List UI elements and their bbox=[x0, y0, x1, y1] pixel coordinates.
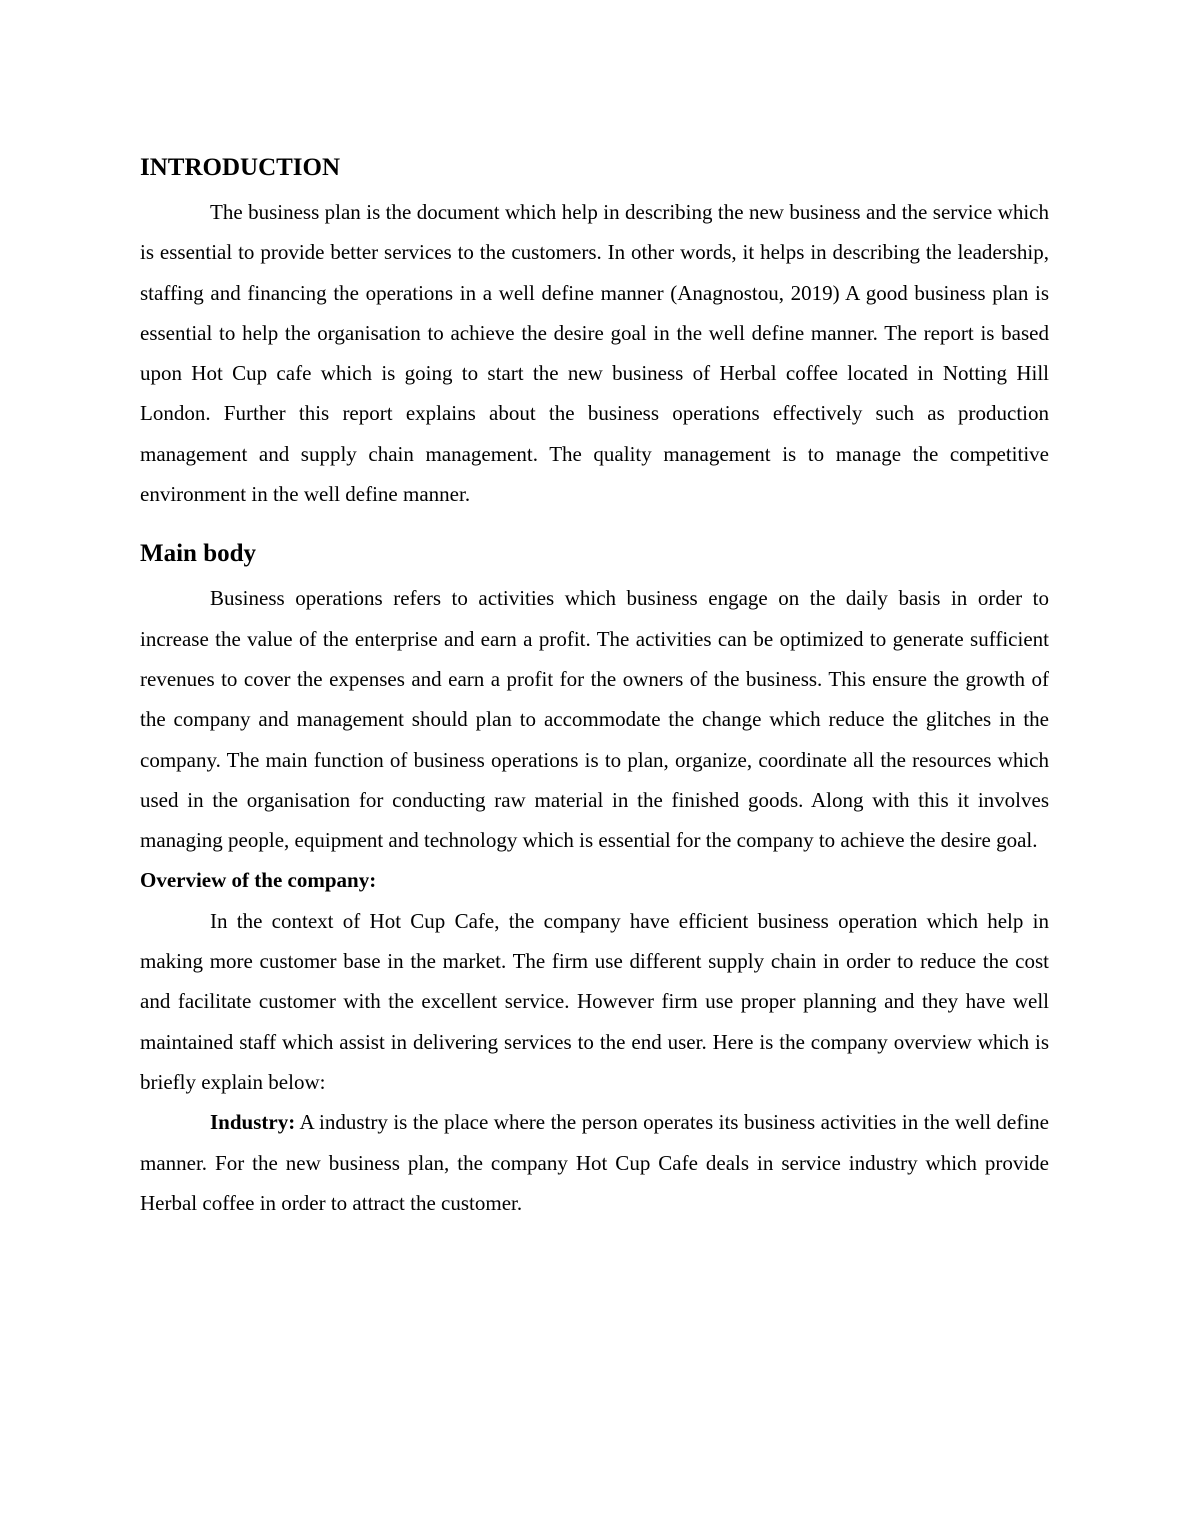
overview-heading: Overview of the company: bbox=[140, 868, 377, 893]
industry-paragraph bbox=[140, 1102, 1049, 1223]
introduction-paragraph: The business plan is the document which help in describing the new business and the service which is essential to provide better services to the customers. In other words, it helps in describing the leadership, staffing and financing the operations in a well define manner (Anagnostou, 2019) A good business plan is essential to help the organisation to achieve the desire goal in the well define manner. The report is based upon Hot Cup cafe which is going to start the new business of Herbal coffee located in Notting Hill London. Further this report explains about the business operations effectively such as production management and supply chain management. The quality management is to manage the competitive environment in the well define manner. bbox=[140, 200, 1049, 507]
overview-paragraph: In the context of Hot Cup Cafe, the company have efficient business operation which help in making more customer base in the market. The firm use different supply chain in order to reduce the cost and facilitate customer with the excellent service. However firm use proper planning and they have well maintained staff which assist in delivering services to the end user. Here is the company overview which is briefly explain below: bbox=[140, 908, 1049, 1094]
industry-text: A industry is the place where the person operates its business activities in the well define manner. For the new business plan, the company Hot Cup Cafe deals in service industry which provide Herbal coffee in order to attract the customer. bbox=[140, 1110, 1049, 1215]
main-body-heading: Main body bbox=[140, 540, 257, 568]
main-body-paragraph: Business operations refers to activities which business engage on the daily basis in order to increase the value of the enterprise and earn a profit. The activities can be optimized to generate sufficient revenues to cover the expenses and earn a profit for the owners of the business. This ensure the growth of the company and management should plan to accommodate the change which reduce the glitches in the company. The main function of business operations is to plan, organize, coordinate all the resources which used in the organisation for conducting raw material in the finished goods. Along with this it involves managing people, equipment and technology which is essential for the company to achieve the desire goal. bbox=[140, 586, 1049, 853]
introduction-heading: INTRODUCTION bbox=[140, 154, 341, 181]
document-page bbox=[140, 148, 1049, 1223]
industry-label: Industry: bbox=[210, 1110, 296, 1135]
